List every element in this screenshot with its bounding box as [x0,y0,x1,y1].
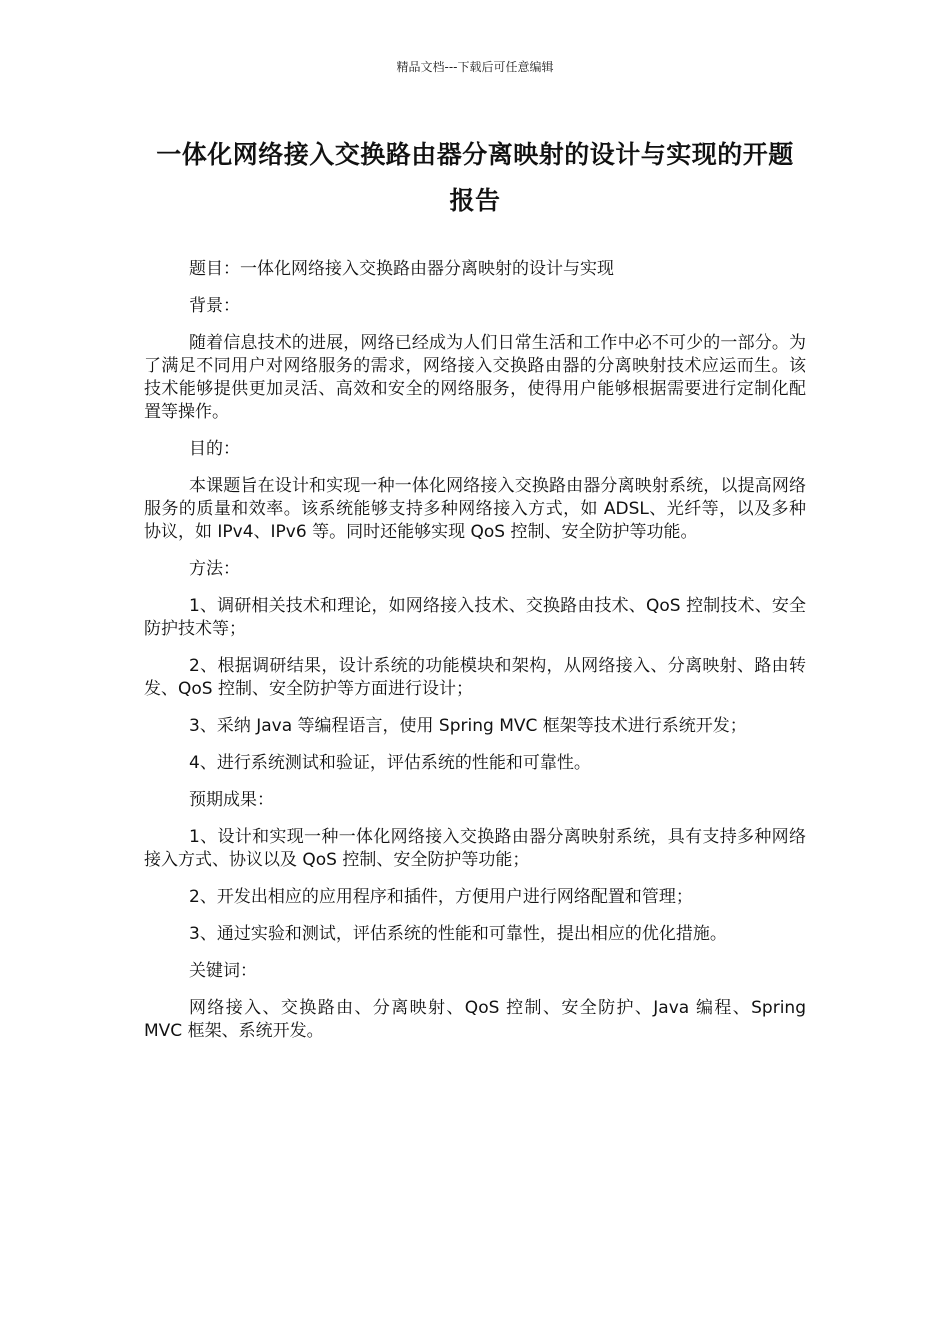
method-label: 方法： [189,559,240,579]
header-note: 精品文档---下载后可任意编辑 [396,60,554,74]
document-title: 一体化网络接入交换路由器分离映射的设计与实现的开题报告 [156,140,794,215]
keywords-label: 关键词： [189,961,257,981]
outcome-item-1: 1、设计和实现一种一体化网络接入交换路由器分离映射系统，具有支持多种网络接入方式、协议以及 QoS 控制、安全防护等功能； [144,827,806,870]
document-body [144,258,806,1057]
outcome-item-2: 2、开发出相应的应用程序和插件，方便用户进行网络配置和管理； [189,887,693,907]
method-item-1: 1、调研相关技术和理论，如网络接入技术、交换路由技术、QoS 控制技术、安全防护技术等； [144,596,806,639]
background-label: 背景： [189,296,240,316]
purpose-label: 目的： [189,439,240,459]
method-item-4: 4、进行系统测试和验证，评估系统的性能和可靠性。 [189,753,591,773]
method-item-3: 3、采纳 Java 等编程语言，使用 Spring MVC 框架等技术进行系统开发； [189,716,747,736]
method-item-2: 2、根据调研结果，设计系统的功能模块和架构，从网络接入、分离映射、路由转发、QoS 控制、安全防护等方面进行设计； [144,656,806,699]
topic-line: 题目：一体化网络接入交换路由器分离映射的设计与实现 [189,259,614,279]
outcome-label: 预期成果： [189,790,274,810]
outcome-item-3: 3、通过实验和测试，评估系统的性能和可靠性，提出相应的优化措施。 [189,924,727,944]
keywords-paragraph: 网络接入、交换路由、分离映射、QoS 控制、安全防护、Java 编程、Spring MVC 框架、系统开发。 [144,998,806,1041]
purpose-paragraph: 本课题旨在设计和实现一种一体化网络接入交换路由器分离映射系统，以提高网络服务的质量和效率。该系统能够支持多种网络接入方式，如 ADSL、光纤等，以及多种协议，如 IPv4、IPv6 等。同时还能够实现 QoS 控制、安全防护等功能。 [144,476,806,542]
background-paragraph: 随着信息技术的进展，网络已经成为人们日常生活和工作中必不可少的一部分。为了满足不同用户对网络服务的需求，网络接入交换路由器的分离映射技术应运而生。该技术能够提供更加灵活、高效和安全的网络服务，使得用户能够根据需要进行定制化配置等操作。 [144,333,806,422]
